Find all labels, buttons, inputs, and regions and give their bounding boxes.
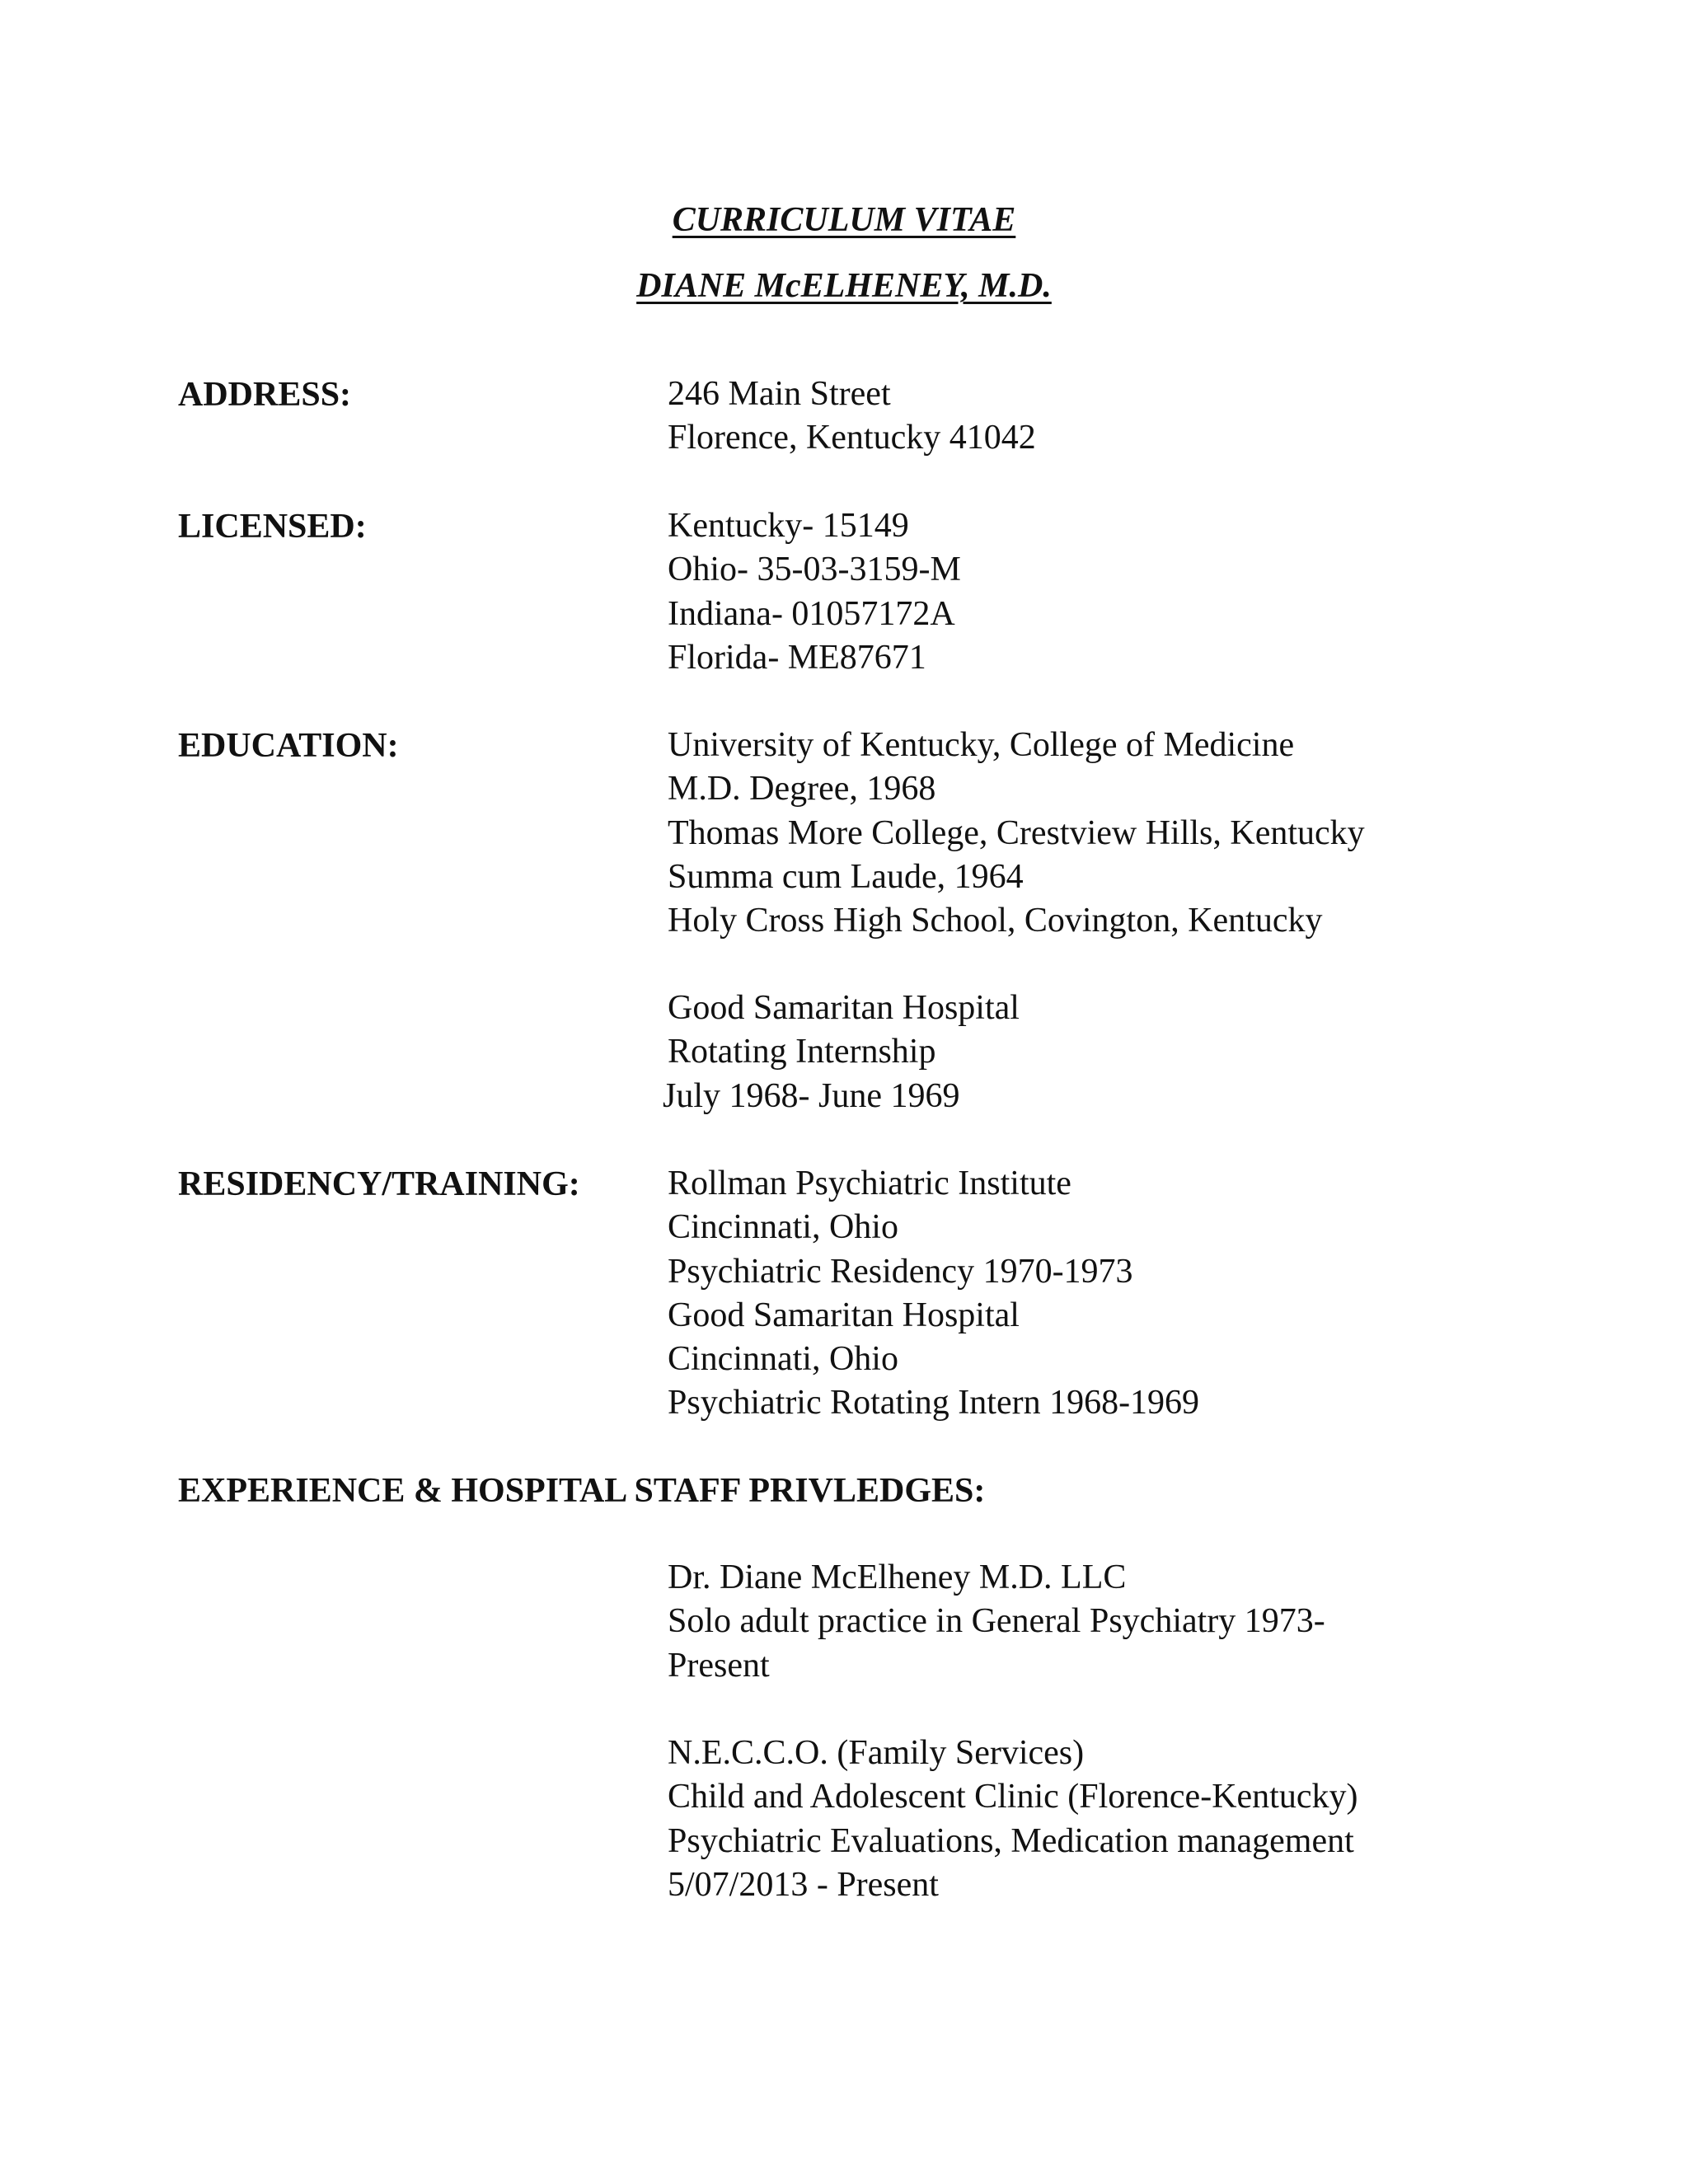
experience-entry: [668, 1556, 1325, 1688]
internship-line: July 1968- June 1969: [663, 1076, 960, 1115]
license-line: Florida- ME87671: [668, 638, 926, 677]
internship-line: Rotating Internship: [668, 1033, 936, 1071]
residency-line: Psychiatric Rotating Intern 1968-1969: [668, 1384, 1200, 1422]
experience-line: Psychiatric Evaluations, Medication management: [668, 1821, 1354, 1860]
experience-line: N.E.C.C.O. (Family Services): [668, 1734, 1085, 1772]
education-label: EDUCATION:: [178, 727, 399, 765]
license-line: Indiana- 01057172A: [668, 594, 955, 633]
experience-line: Present: [668, 1646, 770, 1685]
residency-line: Cincinnati, Ohio: [668, 1340, 898, 1379]
residency-block: [668, 1162, 1199, 1426]
education-line: University of Kentucky, College of Medicine: [668, 726, 1295, 764]
experience-line: Dr. Diane McElheney M.D. LLC: [668, 1558, 1127, 1596]
education-line: Summa cum Laude, 1964: [668, 857, 1024, 896]
address-label: ADDRESS:: [178, 376, 352, 414]
experience-label: EXPERIENCE & HOSPITAL STAFF PRIVLEDGES:: [178, 1472, 986, 1510]
residency-line: Psychiatric Residency 1970-1973: [668, 1252, 1133, 1291]
doctor-name: DIANE McELHENEY, M.D.: [636, 267, 1052, 305]
license-line: Kentucky- 15149: [668, 507, 909, 545]
address-block: [668, 373, 1036, 461]
experience-entry: [668, 1732, 1357, 1907]
address-line: 246 Main Street: [668, 375, 891, 413]
license-line: Ohio- 35-03-3159-M: [668, 551, 961, 589]
experience-line: Child and Adolescent Clinic (Florence-Kentucky): [668, 1778, 1358, 1816]
experience-line: Solo adult practice in General Psychiatry 1973-: [668, 1602, 1325, 1641]
residency-label: RESIDENCY/TRAINING:: [178, 1165, 580, 1203]
education-line: Holy Cross High School, Covington, Kentucky: [668, 902, 1323, 940]
internship-block: [663, 987, 1020, 1118]
licensed-label: LICENSED:: [178, 508, 367, 546]
internship-line: Good Samaritan Hospital: [668, 989, 1020, 1027]
address-line: Florence, Kentucky 41042: [668, 419, 1036, 457]
education-line: Thomas More College, Crestview Hills, Kentucky: [668, 813, 1365, 852]
residency-line: Good Samaritan Hospital: [668, 1296, 1020, 1334]
licensed-block: [668, 504, 961, 680]
experience-line: 5/07/2013 - Present: [668, 1865, 939, 1904]
residency-line: Cincinnati, Ohio: [668, 1208, 898, 1247]
document-title: CURRICULUM VITAE: [672, 201, 1016, 239]
education-block: [668, 724, 1365, 943]
education-line: M.D. Degree, 1968: [668, 770, 936, 808]
residency-line: Rollman Psychiatric Institute: [668, 1165, 1071, 1202]
